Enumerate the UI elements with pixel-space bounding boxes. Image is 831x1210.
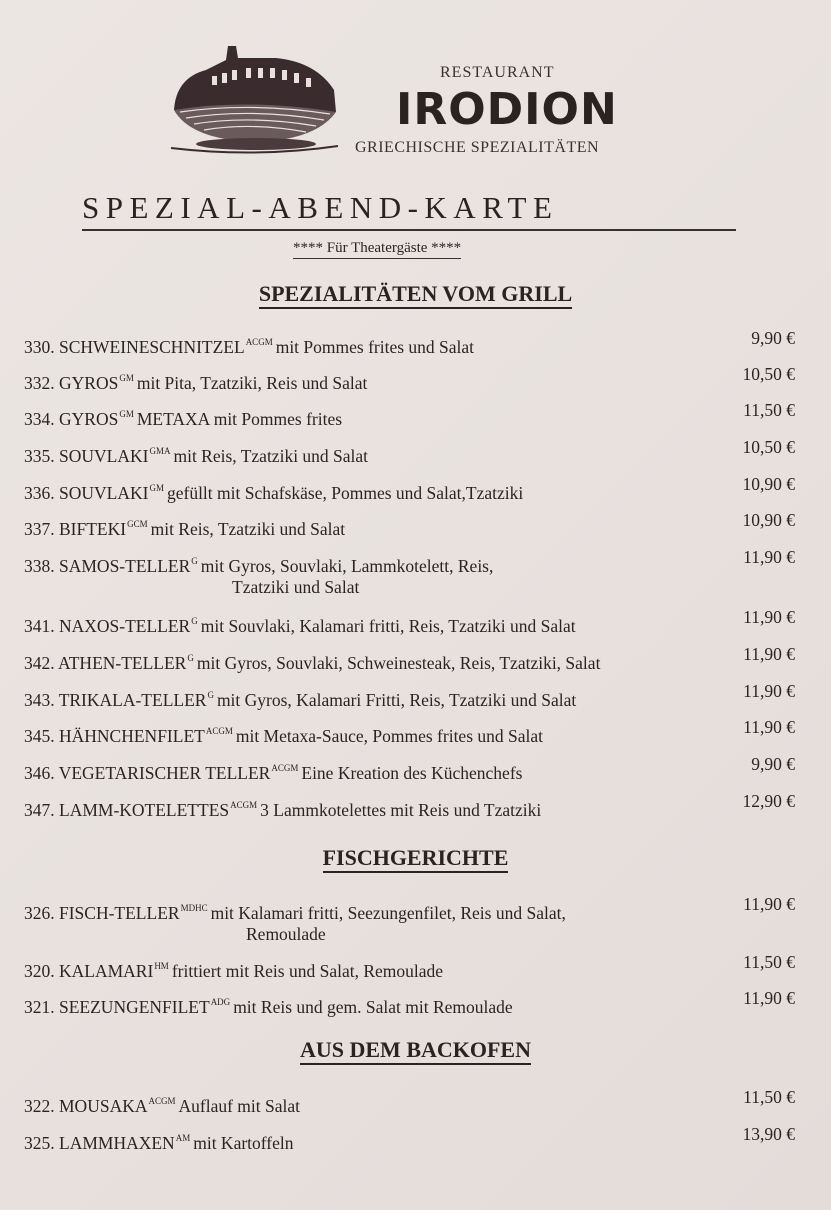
item-price: 11,90 € xyxy=(743,681,795,701)
item-name: TRIKALA-TELLER xyxy=(58,690,207,710)
allergen-codes: AM xyxy=(175,1133,191,1143)
allergen-codes: ACGM xyxy=(271,763,299,773)
item-price: 11,90 € xyxy=(743,988,795,1008)
item-name: LAMMHAXEN xyxy=(59,1133,175,1153)
item-description: 3 Lammkotelettes mit Reis und Tzatziki xyxy=(260,800,542,820)
item-number: 321. xyxy=(24,997,55,1017)
theater-ruin-logo xyxy=(166,40,341,155)
theater-note: **** Für Theatergäste **** xyxy=(293,240,461,259)
item-name: VEGETARISCHER TELLER xyxy=(58,763,271,783)
item-price: 11,90 € xyxy=(743,717,795,737)
item-name: GYROS xyxy=(59,409,119,429)
item-price: 11,90 € xyxy=(743,894,795,914)
menu-item xyxy=(24,992,804,1018)
item-name: LAMM-KOTELETTES xyxy=(59,800,230,820)
item-description-continued: Remoulade xyxy=(246,924,326,944)
allergen-codes: G xyxy=(207,690,214,700)
item-price: 11,90 € xyxy=(743,607,795,627)
item-name: HÄHNCHENFILET xyxy=(59,726,205,746)
item-description: mit Metaxa-Sauce, Pommes frites und Salat xyxy=(235,726,543,746)
item-number: 346. xyxy=(24,763,55,783)
item-number: 336. xyxy=(24,483,55,503)
item-description: mit Kalamari fritti, Seezungenfilet, Reis und Salat, xyxy=(210,903,566,923)
allergen-codes: GCM xyxy=(127,519,148,529)
item-number: 335. xyxy=(24,446,55,466)
allergen-codes: GM xyxy=(119,373,134,383)
item-number: 332. xyxy=(24,373,55,393)
allergen-codes: ACGM xyxy=(148,1096,176,1106)
menu-item xyxy=(24,404,804,430)
item-name: NAXOS-TELLER xyxy=(59,616,191,636)
restaurant-label: RESTAURANT xyxy=(440,64,555,81)
section-heading-text: SPEZIALITÄTEN VOM GRILL xyxy=(259,281,572,309)
item-name: SEEZUNGENFILET xyxy=(59,997,210,1017)
item-price: 11,50 € xyxy=(743,952,795,972)
item-price: 13,90 € xyxy=(742,1124,795,1144)
menu-item xyxy=(24,551,804,598)
item-description: mit Gyros, Souvlaki, Lammkotelett, Reis, xyxy=(200,556,494,576)
section-heading-oven xyxy=(0,1037,831,1063)
item-description: mit Pommes frites und Salat xyxy=(275,337,475,357)
item-name: GYROS xyxy=(59,373,119,393)
item-description: frittiert mit Reis und Salat, Remoulade xyxy=(171,961,444,981)
item-number: 337. xyxy=(24,519,55,539)
menu-item xyxy=(24,514,804,540)
allergen-codes: ACGM xyxy=(230,800,258,810)
item-description: gefüllt mit Schafskäse, Pommes und Salat,Tzatziki xyxy=(166,483,524,503)
menu-item xyxy=(24,685,804,711)
item-name: SCHWEINESCHNITZEL xyxy=(59,337,245,357)
menu-item xyxy=(24,368,804,394)
allergen-codes: ADG xyxy=(210,997,231,1007)
item-price: 10,90 € xyxy=(742,510,795,530)
item-number: 338. xyxy=(24,556,55,576)
allergen-codes: G xyxy=(191,616,198,626)
item-description: mit Souvlaki, Kalamari fritti, Reis, Tzatziki und Salat xyxy=(200,616,576,636)
menu-item xyxy=(24,478,804,504)
item-number: 341. xyxy=(24,616,55,636)
item-description: mit Gyros, Kalamari Fritti, Reis, Tzatziki und Salat xyxy=(216,690,577,710)
menu-item xyxy=(24,956,804,982)
item-description: Auflauf mit Salat xyxy=(178,1096,301,1116)
menu-item xyxy=(24,611,804,637)
menu-header xyxy=(0,0,831,170)
menu-item xyxy=(24,332,804,358)
section-heading-text: FISCHGERICHTE xyxy=(323,845,509,873)
item-name: ATHEN-TELLER xyxy=(58,653,187,673)
allergen-codes: G xyxy=(191,556,198,566)
item-number: 347. xyxy=(24,800,55,820)
item-price: 10,50 € xyxy=(742,364,795,384)
item-name: SAMOS-TELLER xyxy=(59,556,191,576)
menu-item xyxy=(24,1091,804,1117)
item-description-continued: Tzatziki und Salat xyxy=(232,577,360,597)
menu-item xyxy=(24,648,804,674)
item-number: 345. xyxy=(24,726,55,746)
item-name: BIFTEKI xyxy=(59,519,127,539)
allergen-codes: GM xyxy=(119,409,134,419)
item-number: 342. xyxy=(24,653,55,673)
item-number: 322. xyxy=(24,1096,55,1116)
item-description: Eine Kreation des Küchenchefs xyxy=(301,763,523,783)
item-description: METAXA mit Pommes frites xyxy=(136,409,343,429)
allergen-codes: ACGM xyxy=(205,726,233,736)
menu-item xyxy=(24,1128,804,1154)
item-number: 334. xyxy=(24,409,55,429)
menu-item xyxy=(24,795,804,821)
section-heading-grill xyxy=(0,281,831,307)
menu-title: SPEZIAL-ABEND-KARTE xyxy=(82,190,559,225)
menu-item xyxy=(24,898,804,945)
menu-item xyxy=(24,441,804,467)
allergen-codes: MDHC xyxy=(180,903,208,913)
restaurant-subtitle: GRIECHISCHE SPEZIALITÄTEN xyxy=(355,139,600,156)
item-name: SOUVLAKI xyxy=(59,446,149,466)
item-name: FISCH-TELLER xyxy=(59,903,180,923)
allergen-codes: GM xyxy=(149,483,164,493)
section-heading-text: AUS DEM BACKOFEN xyxy=(300,1037,531,1065)
item-price: 11,90 € xyxy=(743,644,795,664)
item-number: 320. xyxy=(24,961,55,981)
item-number: 326. xyxy=(24,903,55,923)
item-price: 11,90 € xyxy=(743,547,795,567)
item-price: 10,90 € xyxy=(742,474,795,494)
section-heading-fish xyxy=(0,845,831,871)
item-name: KALAMARI xyxy=(59,961,154,981)
item-name: SOUVLAKI xyxy=(59,483,149,503)
item-number: 330. xyxy=(24,337,55,357)
item-price: 12,90 € xyxy=(742,791,795,811)
item-price: 11,50 € xyxy=(743,1087,795,1107)
item-description: mit Pita, Tzatziki, Reis und Salat xyxy=(136,373,368,393)
item-description: mit Reis und gem. Salat mit Remoulade xyxy=(233,997,513,1017)
item-number: 325. xyxy=(24,1133,55,1153)
menu-item xyxy=(24,758,804,784)
menu-item xyxy=(24,721,804,747)
item-name: MOUSAKA xyxy=(59,1096,148,1116)
item-description: mit Kartoffeln xyxy=(193,1133,294,1153)
item-description: mit Reis, Tzatziki und Salat xyxy=(150,519,346,539)
item-price: 11,50 € xyxy=(743,400,795,420)
item-price: 9,90 € xyxy=(751,754,795,774)
item-number: 343. xyxy=(24,690,55,710)
allergen-codes: HM xyxy=(154,961,169,971)
item-price: 10,50 € xyxy=(742,437,795,457)
allergen-codes: ACGM xyxy=(245,337,273,347)
item-description: mit Reis, Tzatziki und Salat xyxy=(173,446,369,466)
title-underline xyxy=(82,229,736,231)
item-description: mit Gyros, Souvlaki, Schweinesteak, Reis, Tzatziki, Salat xyxy=(196,653,601,673)
allergen-codes: G xyxy=(187,653,194,663)
allergen-codes: GMA xyxy=(149,446,171,456)
item-price: 9,90 € xyxy=(751,328,795,348)
restaurant-name: IRODION xyxy=(396,84,618,135)
